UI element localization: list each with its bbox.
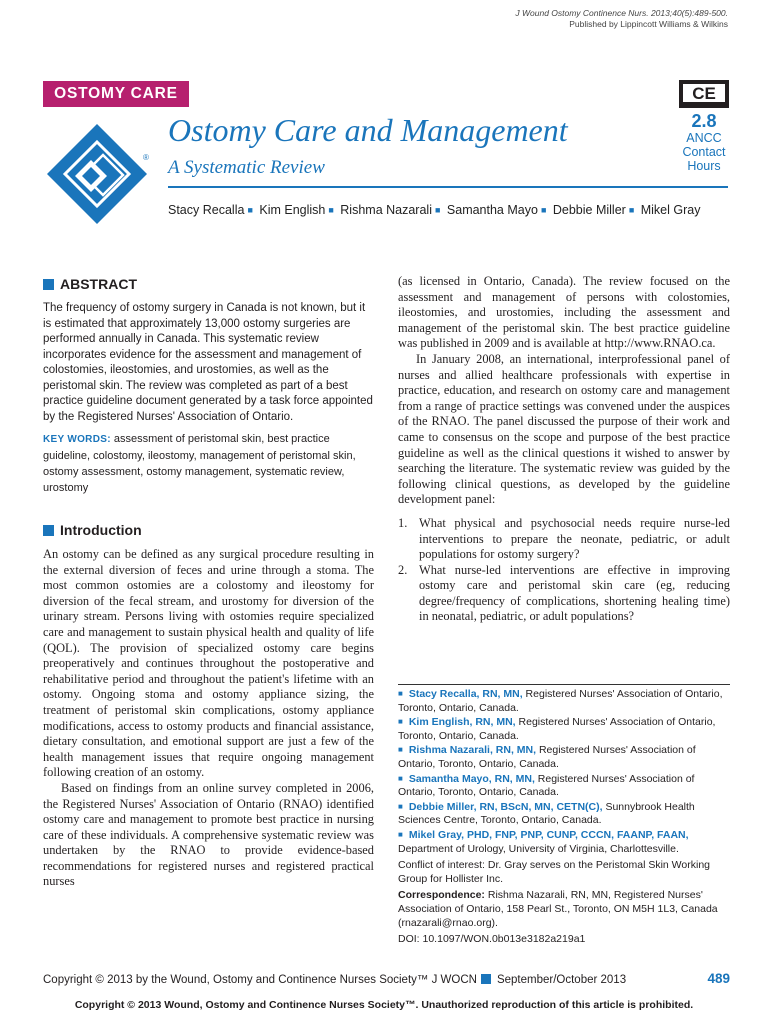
affiliation-text: Registered Nurses' Association of Ontario, Toronto, Ontario, Canada. xyxy=(398,772,695,799)
right-paragraph-2: In January 2008, an international, interprofessional panel of nurses and allied healthcare professionals with expertise in practice, education, and research on ostomy care and management from a range of practice settings was convened under the auspices of the RNAO. The panel discussed the purpose of their work and came to consensus on the scope and purpose of the best practice guideline as well as the clinical questions it wished to answer by searching the literature. The systematic review was guided by the following clinical questions, as developed by the guideline development panel: xyxy=(398,351,730,507)
author-name: Samantha Mayo xyxy=(446,203,538,217)
affiliation-text: Registered Nurses' Association of Ontario, Toronto, Ontario, Canada. xyxy=(398,688,723,714)
bullet-square-icon: ■ xyxy=(398,801,403,811)
affiliation-name: Debbie Miller, RN, BScN, MN, CETN(C), xyxy=(408,800,603,813)
right-paragraph-1: (as licensed in Ontario, Canada). The review focused on the assessment and management of persons with colostomies, ileostomies, and urostomies, including the assessment and management of the peristomal skin. The best practice guideline was published in 2009 and is available at http://www.RNAO.ca. xyxy=(398,274,730,351)
footer-copyright: Copyright © 2013 by the Wound, Ostomy and Continence Nurses Society™ J WOCN xyxy=(43,974,477,986)
bullet-square-icon: ■ xyxy=(398,745,403,755)
introduction-heading xyxy=(43,522,374,538)
author-separator: ■ xyxy=(328,205,334,215)
title-divider xyxy=(168,186,728,188)
question-item xyxy=(398,516,730,563)
affiliation-item xyxy=(398,773,730,800)
author-name: Stacy Recalla xyxy=(168,203,245,217)
question-text: What nurse-led interventions are effective in improving ostomy care and peristomal skin care (eg, reducing degree/frequency of complications, shortening healing time) in neonatal, pediatric, or adult populations? xyxy=(419,562,730,624)
affiliation-name: Kim English, RN, MN, xyxy=(408,716,516,729)
clinical-questions xyxy=(398,516,730,625)
correspondence xyxy=(398,889,730,930)
author-separator: ■ xyxy=(434,205,441,215)
question-text: What physical and psychosocial needs require nurse-led interventions to prepare the neonate, pediatric, or adult populations for ostomy surgery? xyxy=(419,515,730,562)
ce-line-hours: Hours xyxy=(687,159,721,173)
author-separator: ■ xyxy=(247,205,253,215)
footer-square-icon xyxy=(481,974,491,984)
question-number: 1. xyxy=(398,515,408,530)
affiliation-text: Sunnybrook Health Sciences Centre, Toronto, Ontario, Canada. xyxy=(398,800,695,827)
question-item xyxy=(398,563,730,625)
author-list xyxy=(168,203,700,217)
affiliation-text: Registered Nurses' Association of Ontario, Toronto, Ontario, Canada. xyxy=(398,744,696,770)
author-name: Rishma Nazarali xyxy=(340,203,432,217)
keywords-text: assessment of peristomal skin, best practice guideline, colostomy, ileostomy, management of peristomal skin, ostomy assessment, ostomy management, systematic review, urostomy xyxy=(43,433,356,494)
author-separator: ■ xyxy=(628,205,635,215)
bullet-square-icon: ■ xyxy=(398,829,403,839)
affiliation-name: Stacy Recalla, RN, MN, xyxy=(408,688,523,700)
registered-mark: ® xyxy=(143,153,149,162)
affiliations-divider xyxy=(398,684,730,685)
article-title: Ostomy Care and Management xyxy=(168,112,568,148)
author-name: Kim English xyxy=(259,203,326,217)
conflict-of-interest: Conflict of interest: Dr. Gray serves on the Peristomal Skin Working Group for Hollister Inc. xyxy=(398,859,711,885)
right-column xyxy=(398,274,730,625)
question-number: 2. xyxy=(398,562,408,577)
ce-badge xyxy=(676,80,732,173)
keywords-label: KEY WORDS: xyxy=(43,434,111,445)
keywords xyxy=(43,431,374,496)
author-separator: ■ xyxy=(540,205,547,215)
abstract-text: The frequency of ostomy surgery in Canada is not known, but it is estimated that approximately 13,000 ostomy surgeries are performed annually in Canada. This systematic review incorporates evidence for the assessment and management of colostomies, ileostomies, and urostomies, as well as the peristomal skin. The review was completed as part of a best practice guideline document generated by a task force appointed by the Registered Nurses' Association of Ontario. xyxy=(43,302,373,423)
correspondence-text: Rishma Nazarali, RN, MN, Registered Nurses' Association of Ontario, 158 Pearl St., Toronto, ON M5H 1L3, Canada (rnazarali@rnao.org). xyxy=(398,889,718,929)
author-name: Mikel Gray xyxy=(640,203,701,217)
article-subtitle: A Systematic Review xyxy=(168,157,325,178)
section-tag: OSTOMY CARE xyxy=(43,81,189,107)
affiliation-name: Mikel Gray, PHD, FNP, PNP, CUNP, CCCN, FAANP, FAAN, xyxy=(408,828,689,841)
ce-line-ancc: ANCC xyxy=(686,131,722,145)
ce-value: 2.8 xyxy=(691,111,717,131)
affiliation-item xyxy=(398,829,730,856)
journal-citation xyxy=(515,8,728,30)
bullet-square-icon: ■ xyxy=(398,689,403,698)
affiliation-text: Registered Nurses' Association of Ontario, Toronto, Ontario, Canada. xyxy=(398,716,716,742)
bottom-copyright: Copyright © 2013 Wound, Ostomy and Continence Nurses Society™. Unauthorized reproduction of this article is prohibited. xyxy=(74,999,694,1011)
bullet-square-icon: ■ xyxy=(398,717,403,727)
ce-label-box xyxy=(679,80,729,108)
heading-square-icon xyxy=(43,525,54,536)
heading-square-icon xyxy=(43,279,54,290)
page-number: 489 xyxy=(707,971,730,986)
abstract-heading-text: ABSTRACT xyxy=(60,276,137,292)
affiliation-name: Rishma Nazarali, RN, MN, xyxy=(408,744,537,757)
abstract-heading xyxy=(43,276,374,292)
footer-date: September/October 2013 xyxy=(496,974,627,986)
ce-line-contact: Contact xyxy=(682,145,726,159)
correspondence-label: Correspondence: xyxy=(398,889,485,902)
introduction-heading-text: Introduction xyxy=(60,522,142,538)
page-footer xyxy=(43,973,730,986)
bullet-square-icon: ■ xyxy=(398,773,403,783)
affiliation-name: Samantha Mayo, RN, MN, xyxy=(408,772,535,785)
citation-line: J Wound Ostomy Continence Nurs. 2013;40(5):489-500. xyxy=(515,8,728,18)
affiliation-text: Department of Urology, University of Virginia, Charlottesville. xyxy=(398,842,679,855)
publisher-line: Published by Lippincott Williams & Wilkins xyxy=(569,19,728,29)
affiliation-item xyxy=(398,744,730,771)
affiliation-item xyxy=(398,688,730,715)
affiliations xyxy=(398,688,730,947)
left-column xyxy=(43,276,374,890)
affiliation-item xyxy=(398,716,730,743)
affiliation-item xyxy=(398,801,730,828)
doi: DOI: 10.1097/WON.0b013e3182a219a1 xyxy=(398,933,586,946)
intro-paragraph-1: An ostomy can be defined as any surgical procedure resulting in the external diversion of feces and urine through a stoma. The most common ostomies are a colostomy and ileostomy for diversion of the fecal stream, and urostomy for diversion of the urinary stream. Persons living with ostomies require specialized care and management to sustain physical health and quality of life (QOL). The provision of specialized ostomy care begins preoperatively and continues throughout the postoperative and rehabilitative period and throughout the patient's lifetime with an ostomy. Ongoing stoma and ostomy appliance sizing, the treatment of peristomal skin complications, ostomy appliance modifications, access to ostomy products and financial assistance, dietary consultation, and emotional support are just a few of the health management issues that require ongoing management following creation of an ostomy. xyxy=(43,547,374,780)
diamond-logo-icon xyxy=(43,120,153,230)
ce-label: CE xyxy=(683,84,725,102)
author-name: Debbie Miller xyxy=(552,203,626,217)
intro-paragraph-2: Based on findings from an online survey completed in 2006, the Registered Nurses' Association of Ontario (RNAO) identified ostomy care and management to promote best practice in nursing care of these individuals. A comprehensive systematic review was undertaken by the RNAO to provide evidence-based recommendations for registered nurses and registered practical nurses xyxy=(43,780,374,889)
